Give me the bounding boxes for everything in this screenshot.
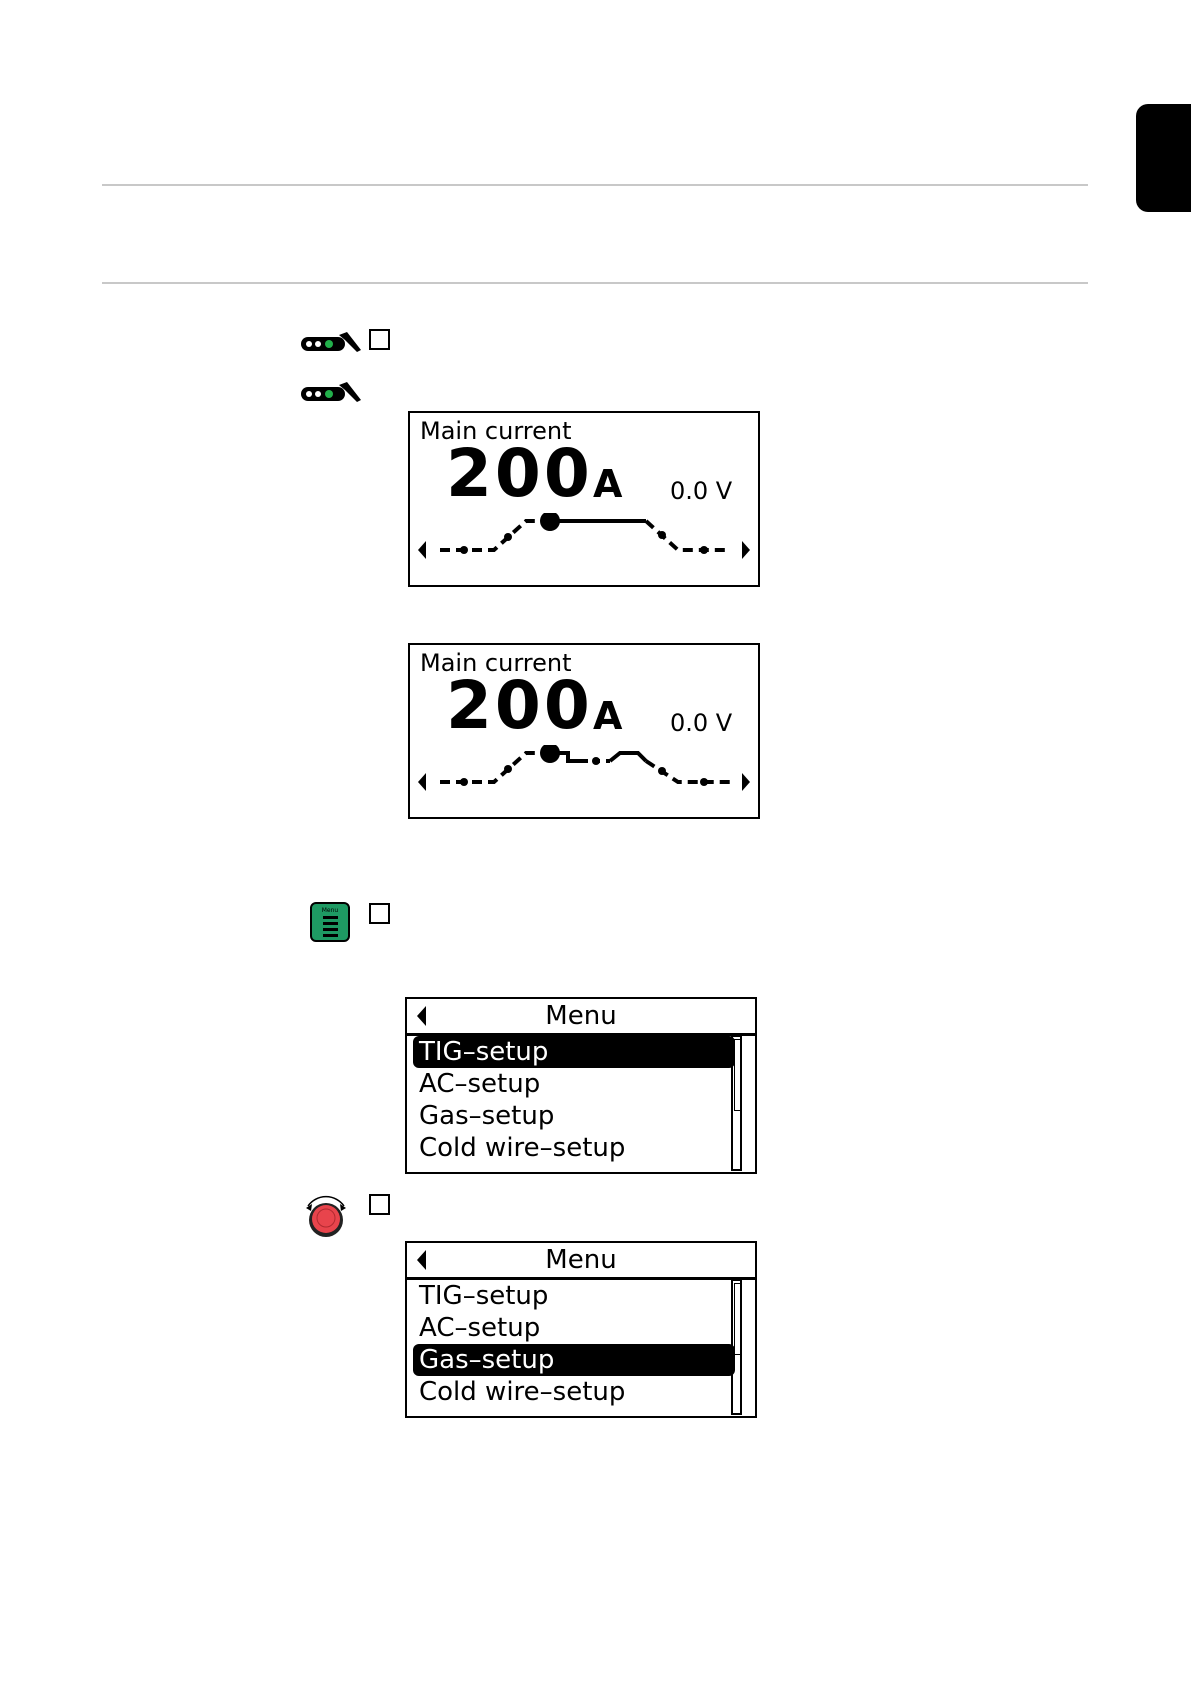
screen-title: Main current [420, 649, 572, 677]
menu-item-ac-setup[interactable]: AC–setup [419, 1313, 541, 1343]
header-rule-top [102, 184, 1088, 186]
menu-item-tig-setup[interactable]: TIG–setup [413, 1036, 735, 1068]
torch-trigger-icon [299, 330, 363, 354]
menu-screen-2 [405, 1241, 757, 1418]
menu-item-ac-setup[interactable]: AC–setup [419, 1069, 541, 1099]
menu-header [407, 1243, 755, 1280]
adjusting-dial-icon [302, 1192, 350, 1240]
welding-curve-graphic [410, 513, 758, 585]
scrollbar-thumb[interactable] [734, 1039, 741, 1111]
step-3-checkbox[interactable] [369, 903, 390, 924]
menu-header [407, 999, 755, 1036]
menu-item-tig-setup[interactable]: TIG–setup [419, 1281, 549, 1311]
current-value: 200 [446, 435, 593, 512]
header-rule-bottom [102, 282, 1088, 284]
current-unit: A [593, 462, 623, 506]
torch-trigger-icon [299, 380, 363, 404]
voltage-value: 0.0 V [670, 709, 733, 737]
scrollbar[interactable] [731, 1279, 742, 1415]
step-1-checkbox[interactable] [369, 329, 390, 350]
voltage-value: 0.0 V [670, 477, 733, 505]
menu-button-icon [310, 902, 350, 942]
chapter-tab [1136, 104, 1191, 212]
menu-item-cold-wire-setup[interactable]: Cold wire–setup [419, 1377, 626, 1407]
menu-item-gas-setup[interactable]: Gas–setup [413, 1344, 735, 1376]
menu-screen-1 [405, 997, 757, 1174]
welding-curve-graphic [410, 745, 758, 817]
main-current-screen-2 [408, 643, 760, 819]
menu-title: Menu [545, 1245, 617, 1275]
step-4-checkbox[interactable] [369, 1194, 390, 1215]
current-value: 200 [446, 667, 593, 744]
menu-item-cold-wire-setup[interactable]: Cold wire–setup [419, 1133, 626, 1163]
scrollbar-thumb[interactable] [734, 1283, 741, 1355]
current-unit: A [593, 694, 623, 738]
menu-title: Menu [545, 1001, 617, 1031]
svg-text:Menu: Menu [321, 907, 339, 914]
main-current-screen-1 [408, 411, 760, 587]
screen-title: Main current [420, 417, 572, 445]
scrollbar[interactable] [731, 1035, 742, 1171]
menu-item-gas-setup[interactable]: Gas–setup [419, 1101, 555, 1131]
